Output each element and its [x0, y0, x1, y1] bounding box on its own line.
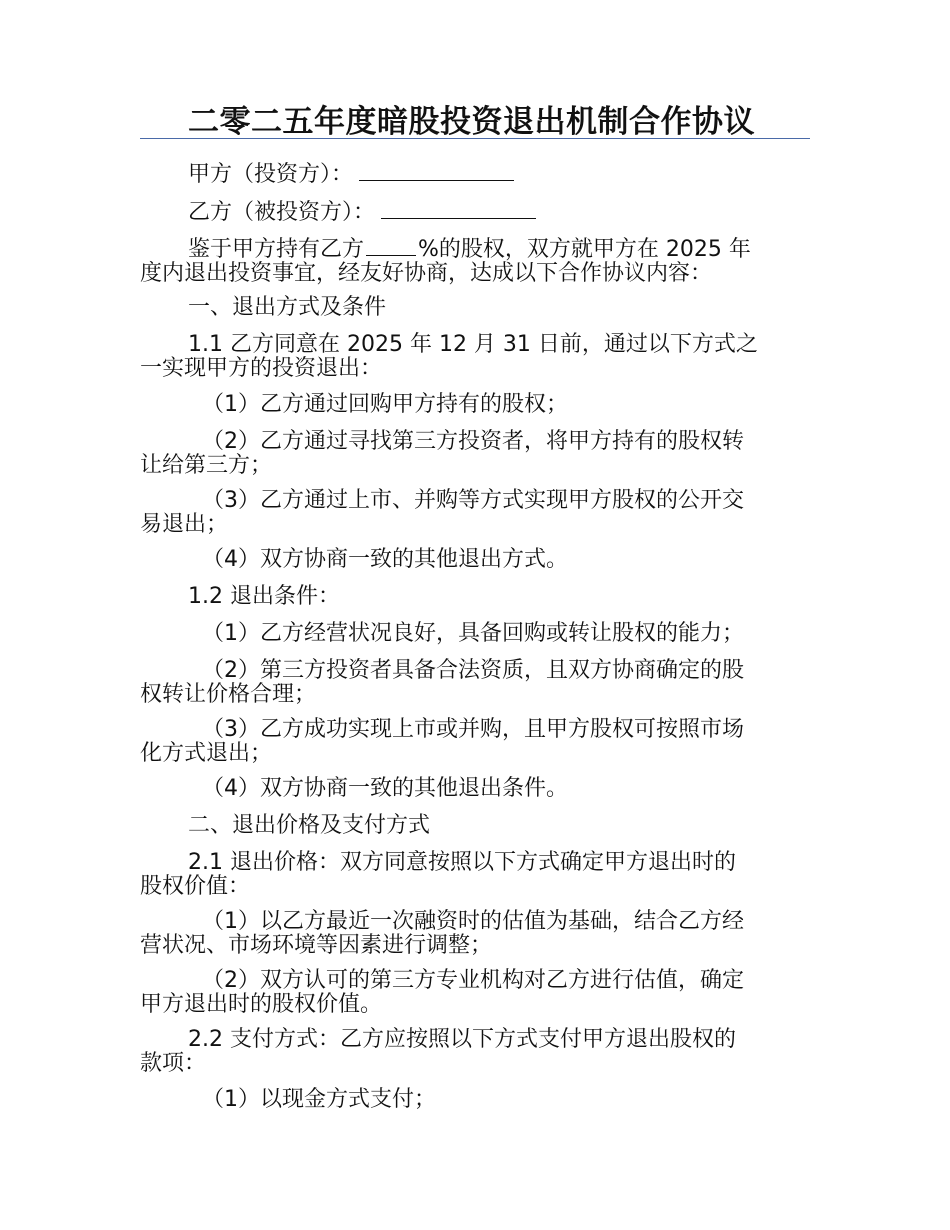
party-b-line	[140, 200, 802, 225]
clause-2-1: 2.1 退出价格：双方同意按照以下方式确定甲方退出时的 股权价值：	[140, 850, 736, 899]
preamble	[140, 237, 802, 286]
clause-2-1-item-1: （1）以乙方最近一次融资时的估值为基础，结合乙方经 营状况、市场环境等因素进行调整；	[140, 909, 744, 958]
clause-1-2-item-3: （3）乙方成功实现上市或并购，且甲方股权可按照市场 化方式退出；	[140, 717, 744, 766]
clause-2-2: 2.2 支付方式：乙方应按照以下方式支付甲方退出股权的 款项：	[140, 1027, 736, 1076]
party-b-label: 乙方（被投资方）：	[188, 200, 376, 225]
title-underline	[140, 138, 810, 139]
preamble-line-2: 度内退出投资事宜，经友好协商，达成以下合作协议内容：	[140, 261, 713, 286]
preamble-line-1: 鉴于甲方持有乙方 %的股权，双方就甲方在 2025 年	[188, 237, 751, 262]
section-1-heading: 一、退出方式及条件	[188, 295, 387, 320]
party-a-blank	[359, 162, 514, 181]
section-2-heading: 二、退出价格及支付方式	[188, 813, 431, 838]
clause-1-2-item-1: （1）乙方经营状况良好，具备回购或转让股权的能力；	[202, 621, 744, 646]
clause-1-1-item-2: （2）乙方通过寻找第三方投资者，将甲方持有的股权转 让给第三方；	[140, 429, 744, 478]
clause-1-1-item-1: （1）乙方通过回购甲方持有的股权；	[202, 392, 568, 417]
clause-1-1-item-4: （4）双方协商一致的其他退出方式。	[202, 547, 568, 572]
clause-1-2-item-2: （2）第三方投资者具备合法资质，且双方协商确定的股 权转让价格合理；	[140, 658, 744, 707]
clause-1-1: 1.1 乙方同意在 2025 年 12 月 31 日前，通过以下方式之 一实现甲方的投资退出：	[140, 332, 758, 381]
clause-2-2-item-1: （1）以现金方式支付；	[202, 1087, 436, 1112]
clause-1-2-heading: 1.2 退出条件：	[188, 584, 340, 609]
clause-1-1-item-3: （3）乙方通过上市、并购等方式实现甲方股权的公开交 易退出；	[140, 488, 744, 537]
share-percent-blank	[366, 237, 416, 256]
party-a-label: 甲方（投资方）：	[188, 162, 354, 187]
party-b-blank	[381, 200, 536, 219]
document-title: 二零二五年度暗股投资退出机制合作协议	[188, 104, 755, 140]
clause-1-2-item-4: （4）双方协商一致的其他退出条件。	[202, 776, 568, 801]
party-a-line	[140, 162, 802, 187]
clause-2-1-item-2: （2）双方认可的第三方专业机构对乙方进行估值，确定 甲方退出时的股权价值。	[140, 968, 744, 1017]
